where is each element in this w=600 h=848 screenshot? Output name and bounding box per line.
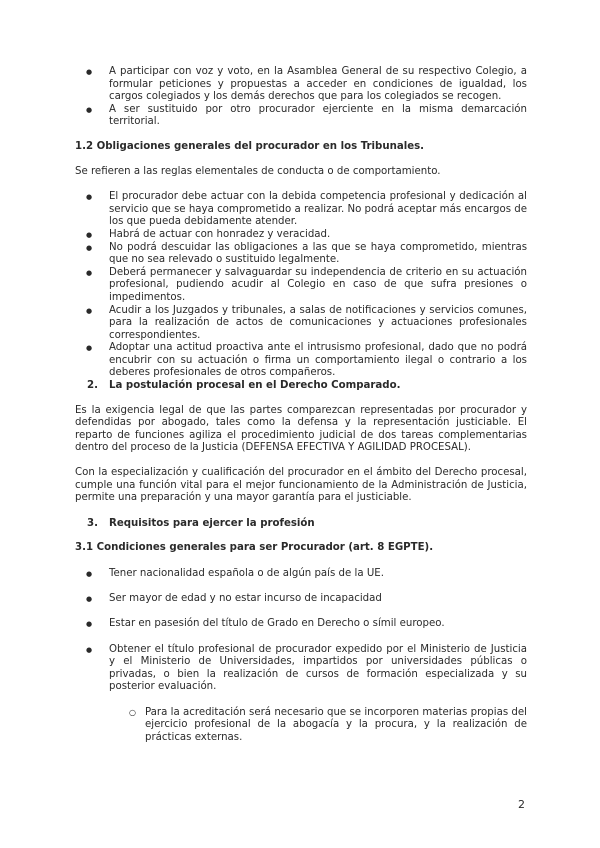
- list-item: ● Obtener el título profesional de procurador expedido por el Ministerio de Justicia y el Ministerio de Universidades, impartidos por universidades públicas o privadas, o bien la realización de cursos de formación especializada y su posterior evaluación.: [75, 644, 527, 694]
- list-item: ● A participar con voz y voto, en la Asamblea General de su respectivo Colegio, a formular peticiones y propuestas a acceder en condiciones de igualdad, los cargos colegiados y los demás derechos que para los colegiados se recogen.: [75, 66, 527, 104]
- section-title: La postulación procesal en el Derecho Comparado.: [109, 380, 401, 392]
- sub-list-item: ○ Para la acreditación será necesario que se incorporen materias propias del ejercicio profesional de la abogacía y la procura, y la realización de prácticas externas.: [75, 707, 527, 745]
- list-item: ● Tener nacionalidad española o de algún país de la UE.: [75, 568, 527, 581]
- section-heading-1-2: 1.2 Obligaciones generales del procurador en los Tribunales.: [75, 140, 425, 152]
- list-item: ● Acudir a los Juzgados y tribunales, a salas de notificaciones y servicios comunes, para la realización de actos de comunicaciones y actuaciones profesionales correspondientes.: [75, 305, 527, 343]
- list-item: ● A ser sustituido por otro procurador ejerciente en la misma demarcación territorial.: [75, 104, 527, 129]
- paragraph-intro-1-2: Se refieren a las reglas elementales de conducta o de comportamiento.: [75, 165, 441, 177]
- section-heading-3: [75, 518, 527, 531]
- list-item: ● El procurador debe actuar con la debida competencia profesional y dedicación al servicio que se haya comprometido a realizar. No podrá aceptar más encargos de los que pueda debidamente atender.: [75, 191, 527, 229]
- list-item: ● No podrá descuidar las obligaciones a las que se haya comprometido, mientras que no sea relevado o sustituido legalmente.: [75, 242, 527, 267]
- section-heading-3-1: 3.1 Condiciones generales para ser Procurador (art. 8 EGPTE).: [75, 542, 434, 554]
- document-page: [75, 66, 527, 744]
- section-number: 3.: [87, 517, 98, 529]
- bullet-list-rights: [75, 66, 527, 129]
- list-item: ● Deberá permanecer y salvaguardar su independencia de criterio en su actuación profesional, pudiendo acudir al Colegio en caso de que sufra presiones o impedimentos.: [75, 267, 527, 305]
- section-heading-2: [75, 380, 527, 393]
- bullet-list-obligations: [75, 191, 527, 380]
- list-item: ● Ser mayor de edad y no estar incurso de incapacidad: [75, 593, 527, 606]
- paragraph-postulation-1: Es la exigencia legal de que las partes comparezcan representadas por procurador y defendidas por abogado, tales como la defensa y la representación justiciable. El reparto de funciones agiliza el procedimiento judicial de dos tareas complementarias dentro del proceso de la Justicia (DEFENSA EFECTIVA Y AGILIDAD PROCESAL).: [75, 404, 527, 454]
- list-item: ● Adoptar una actitud proactiva ante el intrusismo profesional, dado que no podrá encubrir con su actuación o firma un comportamiento ilegal o contrario a los deberes profesionales de otros compañeros.: [75, 342, 527, 380]
- section-number: 2.: [87, 380, 98, 392]
- list-item: ● Estar en pasesión del título de Grado en Derecho o símil europeo.: [75, 618, 527, 631]
- page-number: 2: [518, 798, 525, 811]
- section-title: Requisitos para ejercer la profesión: [109, 517, 315, 529]
- paragraph-postulation-2: Con la especialización y cualificación del procurador en el ámbito del Derecho procesal, cumple una función vital para el mejor funcionamiento de la Administración de Justicia, permite una preparación y una mayor garantía para el justiciable.: [75, 467, 527, 504]
- sub-bullet-list: [75, 707, 527, 745]
- list-item: ● Habrá de actuar con honradez y veracidad.: [75, 229, 527, 242]
- bullet-list-requirements: [75, 568, 527, 694]
